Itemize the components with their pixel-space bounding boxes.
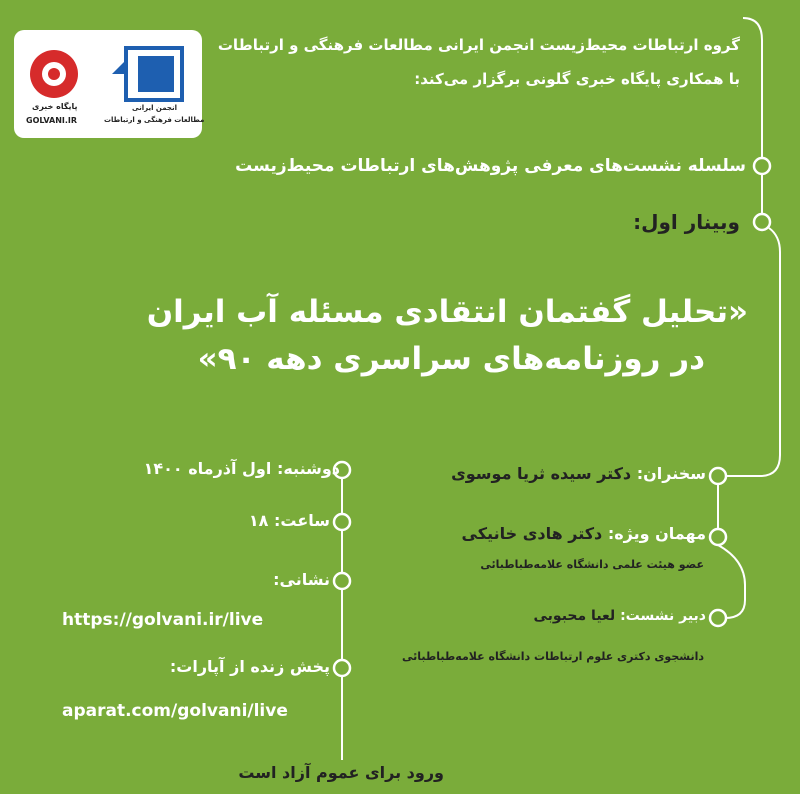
guest-name: دکتر هادی خانیکی <box>461 524 603 543</box>
timeline-top-line <box>743 18 762 158</box>
golvani-url-label: GOLVANI.IR <box>26 116 78 125</box>
time-label: ساعت: <box>273 511 330 530</box>
anjoman-mark-icon <box>104 42 200 102</box>
address-label: نشانی: <box>273 570 330 589</box>
speaker-label: سخنران: <box>636 464 706 483</box>
main-title-line-2: در روزنامه‌های سراسری دهه ۹۰» <box>197 341 705 377</box>
guest-label: مهمان ویژه: <box>607 524 706 543</box>
stream-label: پخش زنده از آپارات: <box>169 657 330 676</box>
bullet-time <box>334 514 350 530</box>
speaker-name: دکتر سیده ثریا موسوی <box>451 464 632 483</box>
golvani-mark-icon <box>24 44 90 104</box>
time-row <box>249 511 330 530</box>
anjoman-name-line2: مطالعات فرهنگی و ارتباطات <box>104 116 205 124</box>
date-row <box>144 459 340 478</box>
bullet-series <box>754 158 770 174</box>
anjoman-logo <box>104 42 205 134</box>
golvani-logo <box>24 44 90 134</box>
logo-card <box>14 30 205 138</box>
bullet-stream <box>334 660 350 676</box>
speaker-row <box>451 464 706 483</box>
secretary-title: دانشجوی دکتری علوم ارتباطات دانشگاه علامه‌طباطبائی <box>402 650 704 663</box>
guest-title: عضو هیئت علمی دانشگاه علامه‌طباطبائی <box>480 558 704 571</box>
footer-note: ورود برای عموم آزاد است <box>238 763 444 782</box>
header-line-2: با همکاری پایگاه خبری گلونی برگزار می‌کند: <box>414 70 740 88</box>
guest-row <box>462 524 706 543</box>
header-line-1: گروه ارتباطات محیط‌زیست انجمن ایرانی مطالعات فرهنگی و ارتباطات <box>217 36 740 54</box>
golvani-sub-label: پایگاه خبری <box>32 102 78 111</box>
time-value: ۱۸ <box>248 511 269 530</box>
bullet-guest <box>710 529 726 545</box>
bullet-speaker <box>710 468 726 484</box>
speaker-line-2 <box>718 545 745 618</box>
secretary-name: لعیا محبوبی <box>533 608 616 624</box>
series-title: سلسله نشست‌های معرفی پژوهش‌های ارتباطات محیط‌زیست <box>235 156 746 176</box>
bullet-secretary <box>710 610 726 626</box>
secretary-row <box>534 608 706 624</box>
bullet-address <box>334 573 350 589</box>
main-title-line-1: «تحلیل گفتمان انتقادی مسئله آب ایران <box>146 294 748 330</box>
bullet-webinar <box>754 214 770 230</box>
stream-link[interactable]: aparat.com/golvani/live <box>62 701 288 721</box>
date-value: اول آذرماه ۱۴۰۰ <box>143 459 272 478</box>
date-label: دوشنبه: <box>276 459 340 478</box>
anjoman-name-line1: انجمن ایرانی <box>132 104 177 112</box>
secretary-label: دبیر نشست: <box>620 608 706 624</box>
address-link[interactable]: https://golvani.ir/live <box>62 610 264 630</box>
timeline-speaker-connector <box>726 228 780 476</box>
webinar-label: وبینار اول: <box>633 210 740 234</box>
